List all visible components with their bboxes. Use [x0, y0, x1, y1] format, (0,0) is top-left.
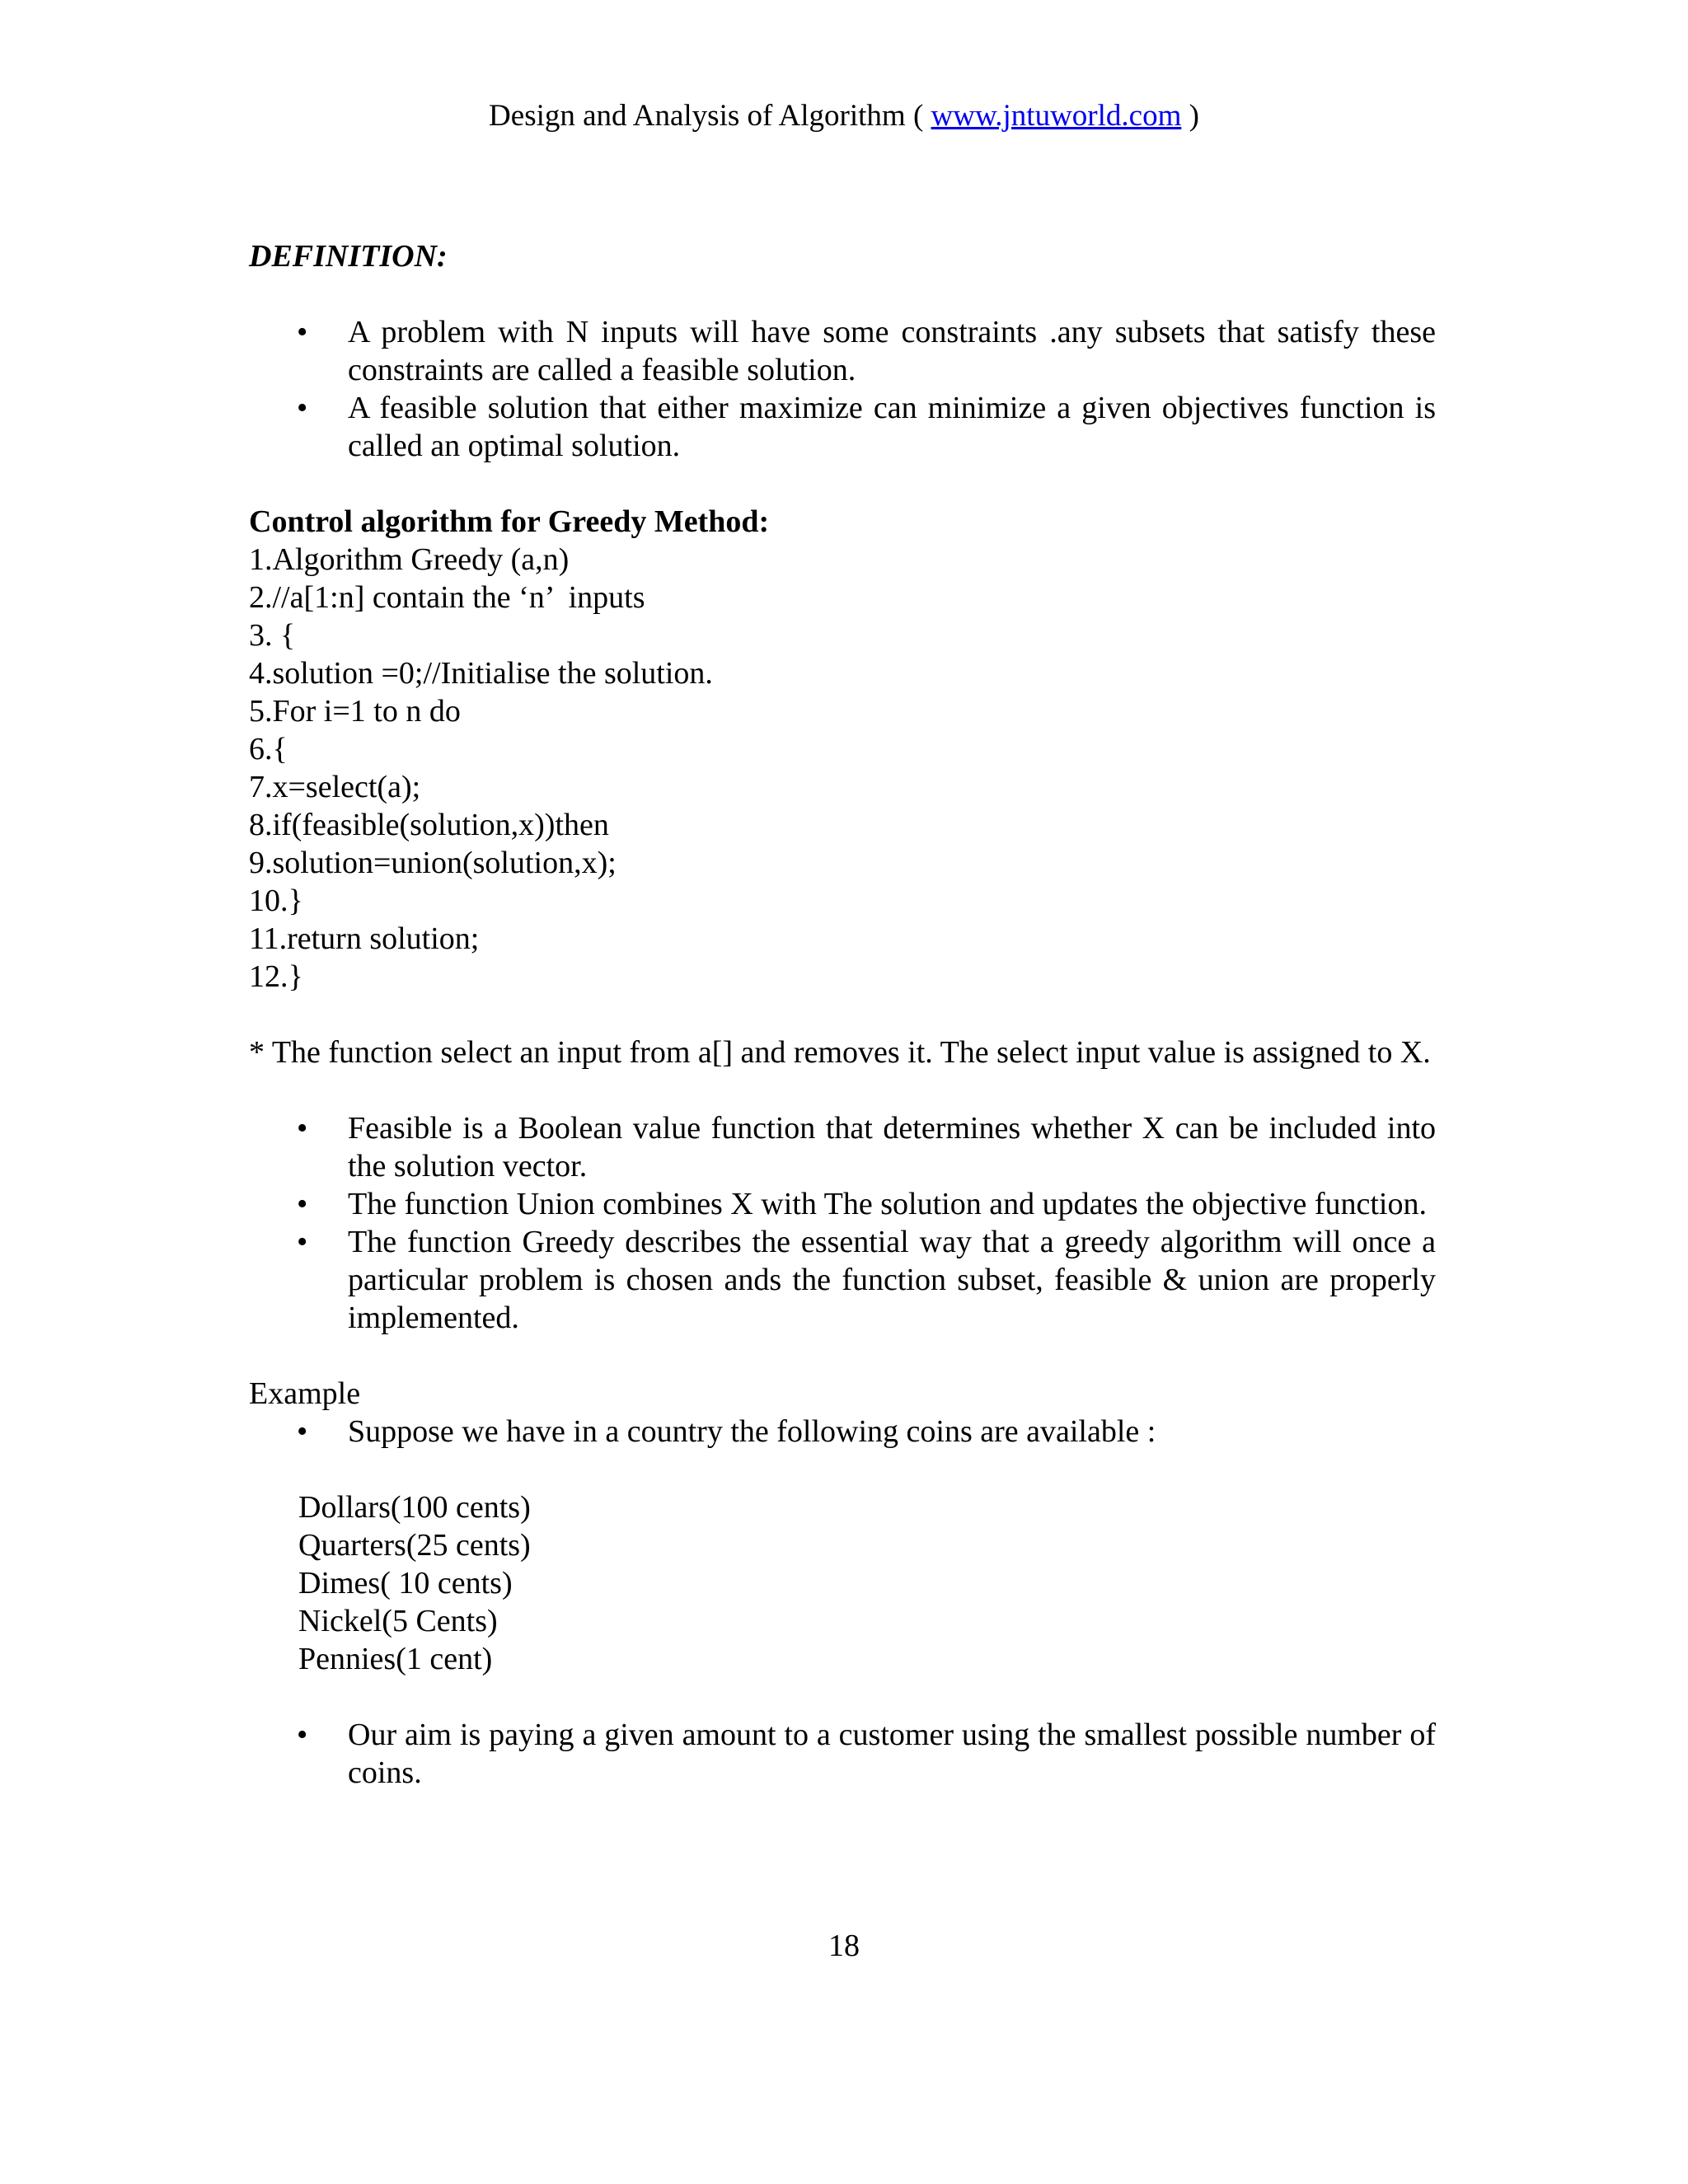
function-list	[249, 1109, 1436, 1337]
spacer	[249, 996, 1436, 1033]
list-item-text: Our aim is paying a given amount to a customer using the smallest possible number of coins.	[348, 1718, 1436, 1790]
spacer	[249, 275, 1436, 313]
example-list	[249, 1413, 1436, 1451]
definition-list	[249, 313, 1436, 465]
header-suffix: )	[1181, 99, 1199, 133]
spacer	[249, 1071, 1436, 1109]
header-link[interactable]: www.jntuworld.com	[931, 99, 1182, 133]
list-item-text: A problem with N inputs will have some constraints .any subsets that satisfy these constraints are called a feasible solution.	[348, 315, 1436, 387]
page-number: 18	[828, 1929, 860, 1963]
list-item-text: Suppose we have in a country the following coins are available :	[348, 1414, 1156, 1449]
code-line: 2.//a[1:n] contain the ‘n’ inputs	[249, 580, 645, 615]
list-item	[297, 1413, 1436, 1451]
coin-item: Nickel(5 Cents)	[298, 1604, 498, 1638]
code-line: 12.}	[249, 959, 303, 994]
spacer	[249, 1451, 1436, 1488]
page-content	[249, 237, 1436, 1792]
code-line: 10.}	[249, 883, 303, 918]
definition-heading: DEFINITION:	[249, 239, 448, 274]
coin-item: Dollars(100 cents)	[298, 1490, 531, 1525]
code-line: 6.{	[249, 732, 288, 766]
page-header	[0, 97, 1688, 135]
code-line: 7.x=select(a);	[249, 770, 421, 804]
code-line: 3. {	[249, 618, 296, 653]
spacer	[249, 1678, 1436, 1716]
bullet-icon: •	[297, 1414, 308, 1449]
coin-item: Quarters(25 cents)	[298, 1528, 531, 1563]
bullet-icon: •	[297, 1718, 308, 1752]
list-item	[297, 313, 1436, 389]
spacer	[249, 1337, 1436, 1375]
coin-item: Pennies(1 cent)	[298, 1642, 493, 1676]
bullet-icon: •	[297, 1225, 308, 1259]
code-line: 8.if(feasible(solution,x))then	[249, 808, 609, 842]
bullet-icon: •	[297, 1111, 308, 1146]
list-item	[297, 389, 1436, 465]
list-item	[297, 1109, 1436, 1185]
header-prefix: Design and Analysis of Algorithm (	[489, 99, 931, 133]
list-item	[297, 1716, 1436, 1792]
control-heading: Control algorithm for Greedy Method:	[249, 504, 770, 539]
code-line: 5.For i=1 to n do	[249, 694, 461, 729]
list-item	[297, 1185, 1436, 1223]
aim-list	[249, 1716, 1436, 1792]
example-label: Example	[249, 1376, 361, 1411]
code-block	[249, 541, 1436, 996]
bullet-icon: •	[297, 315, 308, 349]
code-line: 1.Algorithm Greedy (a,n)	[249, 542, 570, 577]
list-item	[297, 1223, 1436, 1337]
note-paragraph: * The function select an input from a[] and removes it. The select input value is assigned to X.	[249, 1035, 1431, 1070]
bullet-icon: •	[297, 391, 308, 425]
code-line: 11.return solution;	[249, 921, 480, 956]
code-line: 4.solution =0;//Initialise the solution.	[249, 656, 713, 691]
list-item-text: The function Greedy describes the essential way that a greedy algorithm will once a particular problem is chosen ands the function subset, feasible & union are properly implemented.	[348, 1225, 1436, 1335]
coin-item: Dimes( 10 cents)	[298, 1566, 513, 1601]
list-item-text: A feasible solution that either maximize can minimize a given objectives function is called an optimal solution.	[348, 391, 1436, 463]
spacer	[249, 465, 1436, 503]
bullet-icon: •	[297, 1187, 308, 1221]
list-item-text: Feasible is a Boolean value function that determines whether X can be included into the solution vector.	[348, 1111, 1436, 1183]
list-item-text: The function Union combines X with The solution and updates the objective function.	[348, 1187, 1427, 1221]
coin-list	[249, 1488, 1436, 1678]
code-line: 9.solution=union(solution,x);	[249, 846, 617, 880]
